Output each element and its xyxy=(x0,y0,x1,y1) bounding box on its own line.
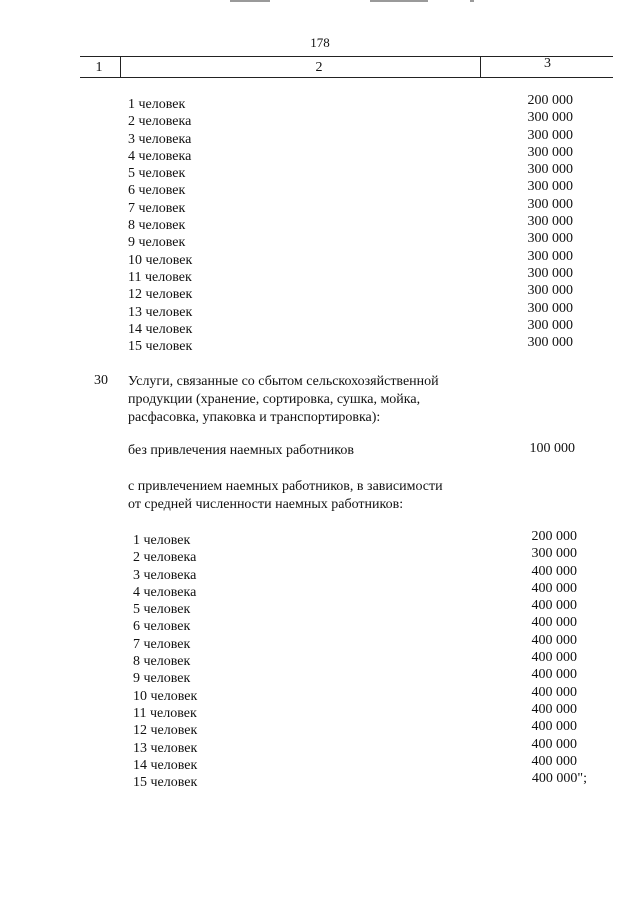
staff-count-label: 15 человек xyxy=(128,339,193,355)
amount-value: 300 000 xyxy=(527,144,573,160)
amount-value: 300 000 xyxy=(527,300,573,316)
amount-value: 400 000 xyxy=(531,736,577,752)
with-hire-line: от средней численности наемных работников: xyxy=(128,497,404,512)
staff-count-label: 10 человек xyxy=(128,252,193,268)
staff-count-label: 5 человек xyxy=(133,602,191,618)
amount-value: 400 000 xyxy=(531,580,577,596)
staff-count-label: 5 человек xyxy=(128,166,186,182)
staff-count-label: 13 человек xyxy=(133,740,198,756)
item-description xyxy=(128,373,488,427)
amount-value: 200 000 xyxy=(527,93,573,108)
amount-value: 200 000 xyxy=(531,529,577,544)
amount-value: 300 000 xyxy=(527,179,573,195)
amount-value: 400 000 xyxy=(531,719,577,735)
staff-count-label: 3 человека xyxy=(128,131,192,147)
staff-count-label: 10 человек xyxy=(133,688,198,704)
staff-count-list-1 xyxy=(0,93,640,355)
amount-value: 400 000"; xyxy=(531,771,587,787)
amount-value: 300 000 xyxy=(531,546,577,562)
column-header-row xyxy=(80,56,613,78)
page-number: 178 xyxy=(310,35,330,50)
amount-value: 300 000 xyxy=(527,265,573,281)
staff-count-label: 14 человек xyxy=(128,321,193,337)
amount-value: 400 000 xyxy=(531,684,577,700)
staff-count-label: 8 человек xyxy=(128,218,186,234)
staff-count-label: 9 человек xyxy=(128,235,186,251)
amount-value: 300 000 xyxy=(527,248,573,264)
staff-count-label: 7 человек xyxy=(133,636,191,652)
item-description-line: расфасовка, упаковка и транспортировка): xyxy=(128,410,381,425)
staff-count-label: 12 человек xyxy=(133,723,198,739)
staff-count-row xyxy=(0,335,640,355)
staff-count-label: 4 человека xyxy=(128,148,192,164)
amount-value: 300 000 xyxy=(527,196,573,212)
amount-value: 300 000 xyxy=(527,317,573,333)
amount-value: 400 000 xyxy=(531,667,577,683)
with-hire-text xyxy=(128,478,443,514)
amount-value: 400 000 xyxy=(531,753,577,769)
staff-count-label: 11 человек xyxy=(133,705,197,721)
amount-value: 400 000 xyxy=(531,650,577,666)
item-description-line: Услуги, связанные со сбытом сельскохозяйственной xyxy=(128,374,439,389)
no-hire-value: 100 000 xyxy=(529,441,575,456)
column-header-1: 1 xyxy=(95,60,103,75)
staff-count-label: 4 человека xyxy=(133,584,197,600)
scan-artifact-marks xyxy=(230,0,480,4)
amount-value: 300 000 xyxy=(527,335,573,351)
staff-count-label: 9 человек xyxy=(133,671,191,687)
column-header-2: 2 xyxy=(315,60,323,75)
staff-count-label: 8 человек xyxy=(133,654,191,670)
staff-count-label: 14 человек xyxy=(133,757,198,773)
staff-count-label: 2 человека xyxy=(128,114,192,130)
amount-value: 300 000 xyxy=(527,110,573,126)
staff-count-label: 3 человека xyxy=(133,567,197,583)
staff-count-label: 6 человек xyxy=(128,183,186,199)
amount-value: 400 000 xyxy=(531,598,577,614)
staff-count-label: 7 человек xyxy=(128,200,186,216)
staff-count-label: 1 человек xyxy=(128,97,186,112)
item-description-line: продукции (хранение, сортировка, сушка, мойка, xyxy=(128,392,421,407)
amount-value: 400 000 xyxy=(531,701,577,717)
amount-value: 300 000 xyxy=(527,214,573,230)
staff-count-label: 1 человек xyxy=(133,533,191,548)
amount-value: 300 000 xyxy=(527,231,573,247)
staff-count-label: 12 человек xyxy=(128,287,193,303)
item-number: 30 xyxy=(94,373,108,388)
staff-count-label: 13 человек xyxy=(128,304,193,320)
amount-value: 300 000 xyxy=(527,162,573,178)
staff-count-label: 11 человек xyxy=(128,269,192,285)
amount-value: 400 000 xyxy=(531,563,577,579)
staff-count-label: 6 человек xyxy=(133,619,191,635)
staff-count-list-2 xyxy=(0,529,640,791)
amount-value: 300 000 xyxy=(527,127,573,143)
amount-value: 400 000 xyxy=(531,632,577,648)
no-hire-label: без привлечения наемных работников xyxy=(128,443,354,458)
staff-count-row xyxy=(0,771,640,791)
staff-count-label: 2 человека xyxy=(133,550,197,566)
with-hire-line: с привлечением наемных работников, в зависимости xyxy=(128,479,443,494)
column-header-3: 3 xyxy=(544,56,551,71)
amount-value: 300 000 xyxy=(527,283,573,299)
amount-value: 400 000 xyxy=(531,615,577,631)
staff-count-label: 15 человек xyxy=(133,775,198,791)
